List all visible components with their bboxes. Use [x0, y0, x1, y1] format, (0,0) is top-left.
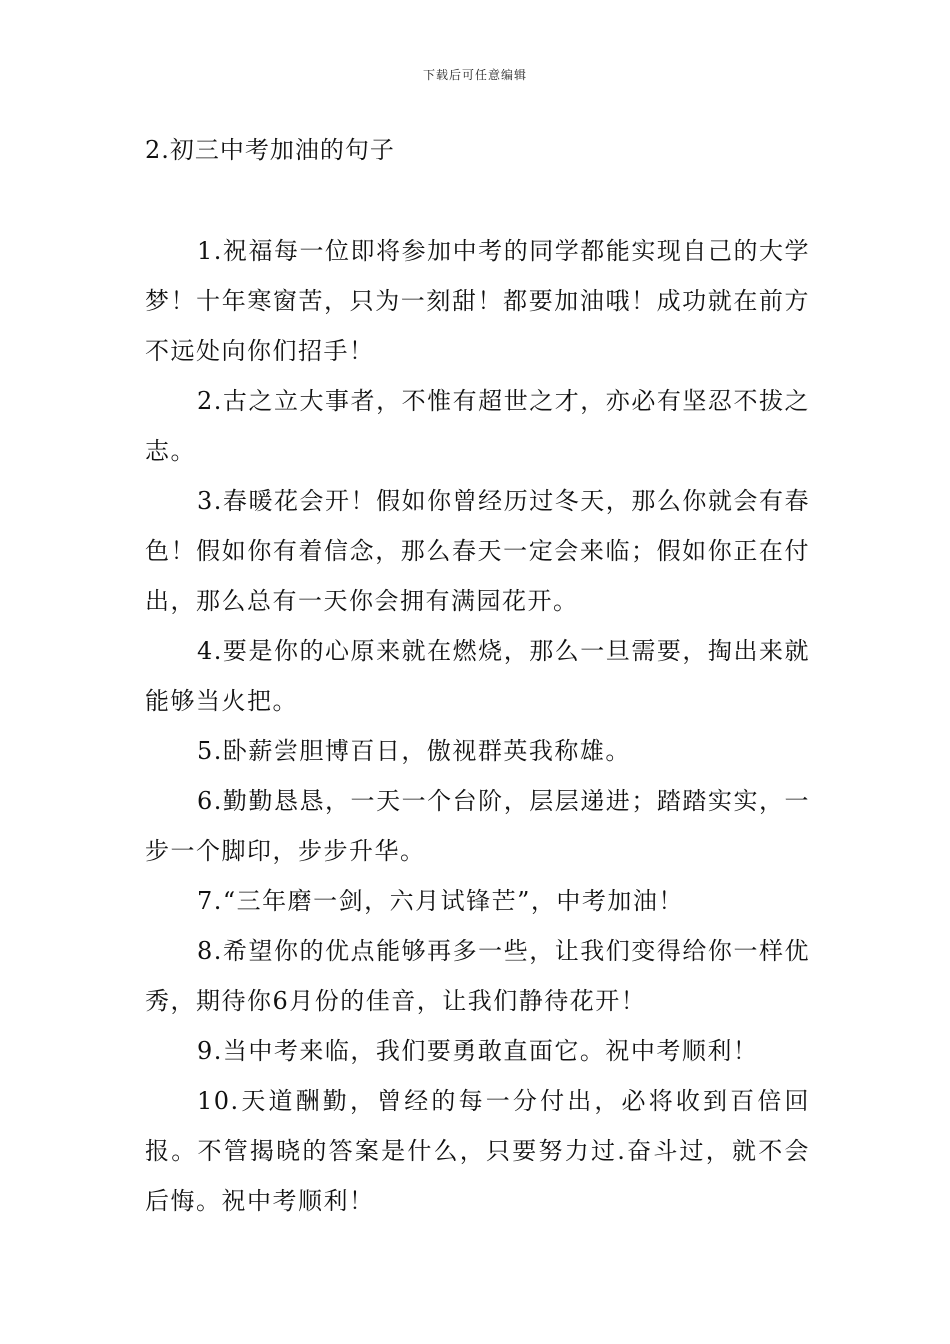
document-body: [145, 128, 810, 1226]
paragraph-10: 10.天道酬勤，曾经的每一分付出，必将收到百倍回报。不管揭晓的答案是什么，只要努力过.奋斗过，就不会后悔。祝中考顺利！: [145, 1087, 810, 1215]
paragraph-8: 8.希望你的优点能够再多一些，让我们变得给你一样优秀，期待你6月份的佳音，让我们静待花开！: [145, 937, 810, 1015]
paragraph-2: 2.古之立大事者，不惟有超世之才，亦必有坚忍不拔之志。: [145, 387, 810, 465]
paragraph-3: 3.春暖花会开！假如你曾经历过冬天，那么你就会有春色！假如你有着信念，那么春天一定会来临；假如你正在付出，那么总有一天你会拥有满园花开。: [145, 487, 810, 615]
paragraph-4: 4.要是你的心原来就在燃烧，那么一旦需要，掏出来就能够当火把。: [145, 637, 810, 715]
document-title: 2.初三中考加油的句子: [145, 136, 395, 164]
paragraph-9: 9.当中考来临，我们要勇敢直面它。祝中考顺利！: [197, 1037, 759, 1065]
paragraph-5: 5.卧薪尝胆博百日，傲视群英我称雄。: [197, 737, 631, 765]
header-note: 下载后可任意编辑: [422, 68, 527, 82]
paragraph-1: 1.祝福每一位即将参加中考的同学都能实现自己的大学梦！十年寒窗苦，只为一刻甜！都要加油哦！成功就在前方不远处向你们招手！: [145, 237, 810, 365]
paragraph-6: 6.勤勤恳恳，一天一个台阶，层层递进；踏踏实实，一步一个脚印，步步升华。: [145, 787, 810, 865]
paragraph-7: 7.“三年磨一剑，六月试锋芒”，中考加油！: [197, 887, 684, 915]
